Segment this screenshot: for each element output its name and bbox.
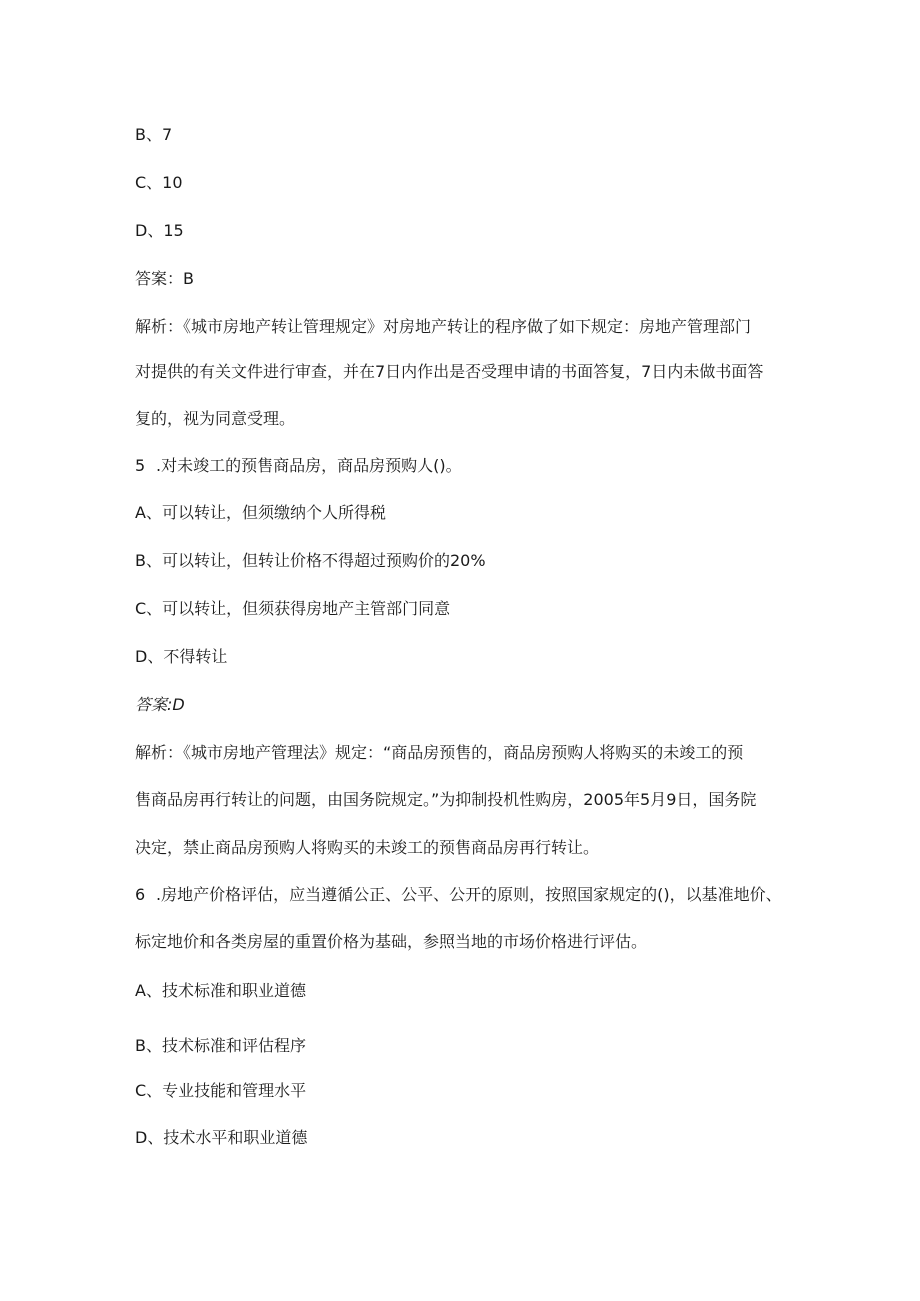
q4-explanation-line: 对提供的有关文件进行审查，并在7日内作出是否受理申请的书面答复，7日内未做书面答 [135, 362, 764, 381]
q5-answer: 答案:D [135, 695, 185, 714]
q4-option-b: B、7 [135, 125, 173, 144]
q6-stem-text: .房地产价格评估，应当遵循公正、公平、公开的原则，按照国家规定的()，以基准地价、 [156, 885, 782, 904]
q5-number: 5 [135, 456, 146, 475]
q6-option-b: B、技术标准和评估程序 [135, 1036, 306, 1055]
q5-stem-text: .对未竣工的预售商品房，商品房预购人()。 [156, 456, 462, 475]
q6-stem-line: 标定地价和各类房屋的重置价格为基础，参照当地的市场价格进行评估。 [135, 932, 648, 951]
q6-option-c: C、专业技能和管理水平 [135, 1081, 307, 1100]
q5-explanation-line: 决定，禁止商品房预购人将购买的未竣工的预售商品房再行转让。 [135, 838, 600, 857]
q4-explanation-line: 解析：《城市房地产转让管理规定》对房地产转让的程序做了如下规定：房地产管理部门 [135, 317, 752, 336]
q5-explanation-line: 解析：《城市房地产管理法》规定：“商品房预售的，商品房预购人将购买的未竣工的预 [135, 743, 744, 762]
q5-option-d: D、不得转让 [135, 647, 228, 666]
q5-option-c: C、可以转让，但须获得房地产主管部门同意 [135, 599, 451, 618]
q5-option-b: B、可以转让，但转让价格不得超过预购价的20% [135, 551, 486, 570]
q6-option-a: A、技术标准和职业道德 [135, 981, 306, 1000]
q4-answer: 答案：B [135, 269, 194, 288]
q5-explanation-line: 售商品房再行转让的问题，由国务院规定。”为抑制投机性购房，2005年5月9日，国务院 [135, 790, 757, 809]
q6-option-d: D、技术水平和职业道德 [135, 1128, 308, 1147]
q5-stem [135, 456, 462, 476]
q5-option-a: A、可以转让，但须缴纳个人所得税 [135, 503, 386, 522]
q4-explanation-line: 复的，视为同意受理。 [135, 409, 296, 428]
q6-number: 6 [135, 885, 146, 904]
q4-option-d: D、15 [135, 221, 184, 240]
q6-stem [135, 885, 782, 905]
q4-option-c: C、10 [135, 173, 183, 192]
